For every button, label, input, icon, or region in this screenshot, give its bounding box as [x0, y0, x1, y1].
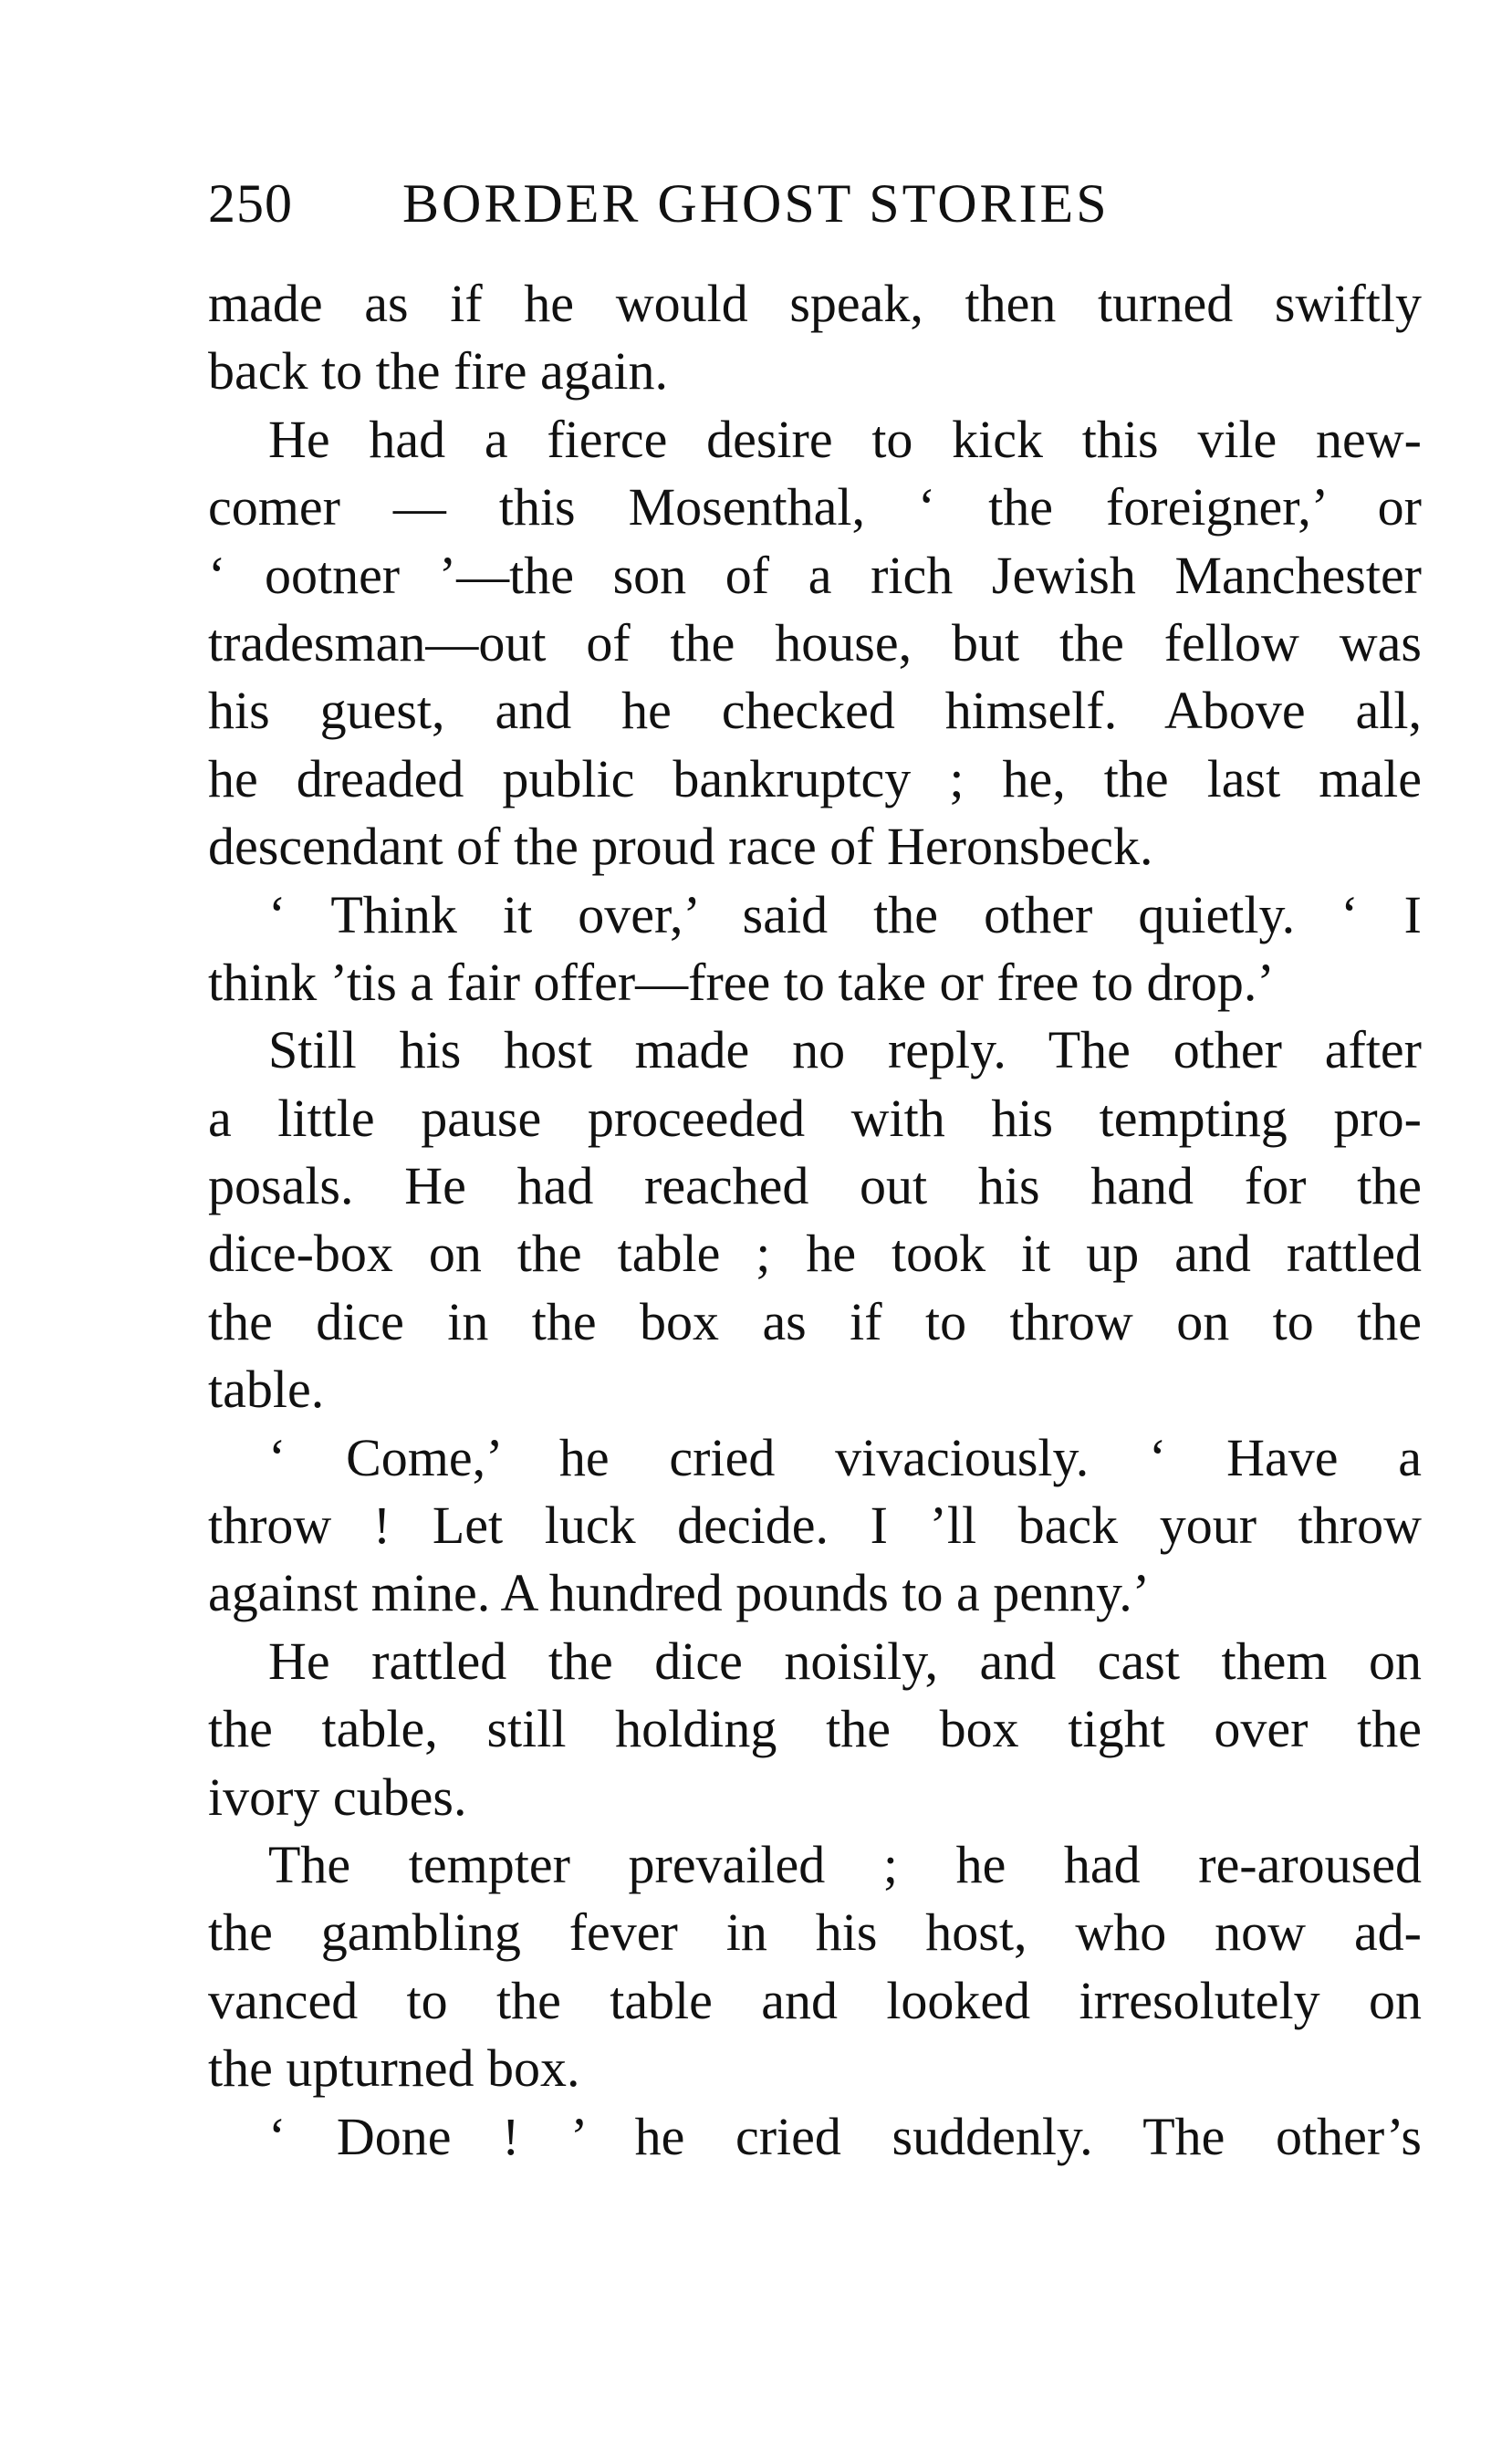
- text-line: ‘ ootner ’—the son of a rich Jewish Manchester: [208, 545, 1422, 605]
- text-line: made as if he would speak, then turned swiftly: [208, 274, 1422, 333]
- text-line: throw ! Let luck decide. I ’ll back your throw: [208, 1496, 1422, 1556]
- text-line: ‘ Done ! ’ he cried suddenly. The other’s: [268, 2106, 1422, 2166]
- text-line: a little pause proceeded with his tempting pro-: [208, 1088, 1422, 1148]
- text-line: the gambling fever in his host, who now ad-: [208, 1902, 1422, 1963]
- body-text: [208, 270, 1422, 2171]
- text-line: Still his host made no reply. The other after: [268, 1020, 1422, 1080]
- text-line: think ’tis a fair offer—free to take or free to drop.’: [208, 952, 1275, 1012]
- text-line: comer — this Mosenthal, ‘ the foreigner,’ or: [208, 477, 1422, 537]
- page-number: 250: [208, 173, 293, 234]
- text-line: The tempter prevailed ; he had re-aroused: [268, 1834, 1422, 1894]
- text-line: vanced to the table and looked irresolutely on: [208, 1970, 1422, 2030]
- text-line: dice-box on the table ; he took it up and rattled: [208, 1224, 1422, 1284]
- text-line: his guest, and he checked himself. Above all,: [208, 681, 1422, 741]
- text-line: He rattled the dice noisily, and cast them on: [268, 1631, 1422, 1691]
- text-line: ‘ Think it over,’ said the other quietly. ‘ I: [268, 884, 1422, 944]
- text-line: He had a fierce desire to kick this vile new-: [268, 409, 1422, 469]
- text-line: descendant of the proud race of Heronsbeck.: [208, 817, 1153, 877]
- text-line: ivory cubes.: [208, 1767, 467, 1827]
- text-line: he dreaded public bankruptcy ; he, the last male: [208, 748, 1422, 808]
- text-line: ‘ Come,’ he cried vivaciously. ‘ Have a: [268, 1427, 1422, 1487]
- text-line: against mine. A hundred pounds to a penny.’: [208, 1563, 1151, 1623]
- text-line: back to the fire again.: [208, 341, 669, 401]
- text-line: table.: [208, 1360, 325, 1420]
- text-line: the table, still holding the box tight over the: [208, 1699, 1422, 1759]
- page-header: [208, 162, 1422, 245]
- text-line: tradesman—out of the house, but the fellow was: [208, 612, 1422, 672]
- running-title: BORDER GHOST STORIES: [402, 173, 1110, 234]
- text-line: posals. He had reached out his hand for the: [208, 1156, 1422, 1216]
- text-line: the dice in the box as if to throw on to the: [208, 1291, 1422, 1351]
- text-line: the upturned box.: [208, 2038, 580, 2099]
